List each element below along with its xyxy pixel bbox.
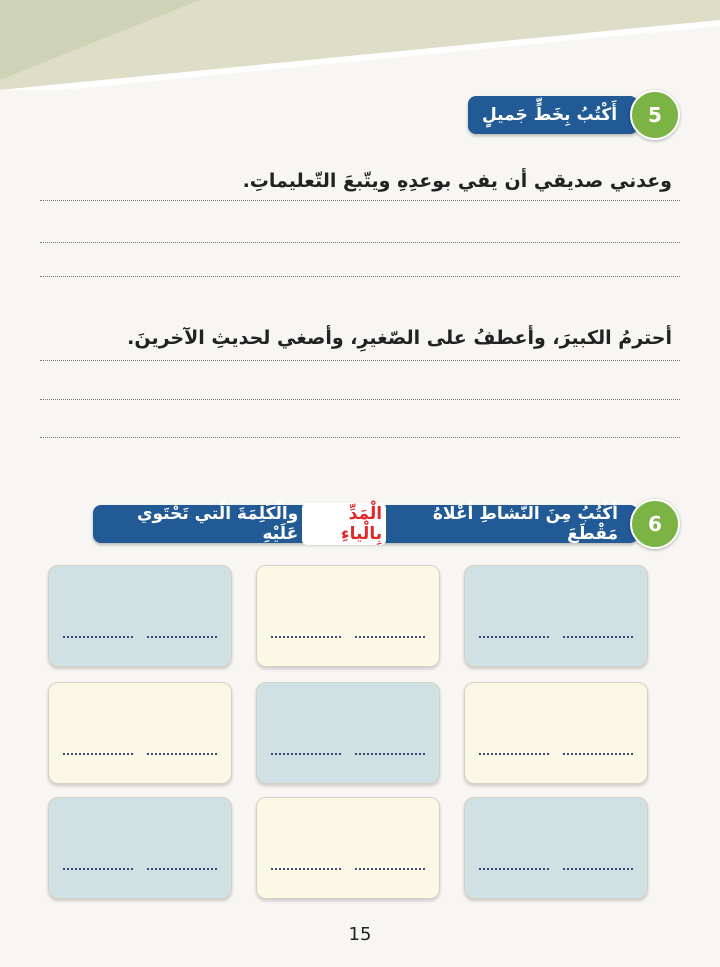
writing-line[interactable] — [40, 276, 680, 277]
answer-card — [464, 797, 648, 899]
answer-card — [48, 565, 232, 667]
page-number: 15 — [348, 924, 372, 945]
page-corner-decoration — [0, 0, 720, 90]
writing-line[interactable] — [40, 360, 680, 361]
exercise-6-title-end: والْكَلِمَةَ الَّتي تَحْتَوي عَلَيْهِ — [136, 504, 299, 544]
answer-blank[interactable] — [355, 636, 425, 638]
exercise-5-title: أَكْتُبُ بِخَطٍّ جَميلٍ — [468, 96, 638, 134]
exercise-5-number-badge: 5 — [630, 90, 680, 140]
exercise-5-sentence-2: أحترمُ الكبيرَ، وأعطفُ على الصّغيرِ، وأصغي لحديثِ الآخرينَ. — [127, 327, 672, 349]
answer-blank[interactable] — [271, 753, 341, 755]
answer-card — [464, 682, 648, 784]
answer-blank[interactable] — [355, 868, 425, 870]
exercise-6-title-start: أَكْتُبُ مِنَ النَّشاطِ أَعْلاهُ مَقْطَعَ — [432, 504, 618, 544]
answer-blank[interactable] — [271, 868, 341, 870]
answer-blank[interactable] — [147, 636, 217, 638]
writing-line[interactable] — [40, 200, 680, 201]
answer-card — [48, 682, 232, 784]
answer-blank[interactable] — [479, 868, 549, 870]
answer-blank[interactable] — [563, 868, 633, 870]
answer-blank[interactable] — [563, 753, 633, 755]
answer-card — [256, 682, 440, 784]
answer-blank[interactable] — [479, 753, 549, 755]
answer-blank[interactable] — [147, 868, 217, 870]
answer-blank[interactable] — [479, 636, 549, 638]
writing-line[interactable] — [40, 399, 680, 400]
answer-blank[interactable] — [271, 636, 341, 638]
answer-card — [464, 565, 648, 667]
answer-blank[interactable] — [355, 753, 425, 755]
writing-line[interactable] — [40, 242, 680, 243]
answer-blank[interactable] — [563, 636, 633, 638]
answer-card — [48, 797, 232, 899]
answer-blank[interactable] — [63, 868, 133, 870]
answer-card — [256, 565, 440, 667]
exercise-6-number-badge: 6 — [630, 499, 680, 549]
answer-blank[interactable] — [147, 753, 217, 755]
answer-blank[interactable] — [63, 753, 133, 755]
exercise-5-sentence-1: وعدني صديقي أن يفي بوعدِهِ ويتّبعَ التّعليماتِ. — [242, 170, 672, 192]
exercise-6-title-highlight: الْمَدِّ بِالْياءِ — [302, 503, 386, 545]
answer-blank[interactable] — [63, 636, 133, 638]
writing-line[interactable] — [40, 437, 680, 438]
exercise-6-title — [93, 505, 638, 543]
answer-card — [256, 797, 440, 899]
